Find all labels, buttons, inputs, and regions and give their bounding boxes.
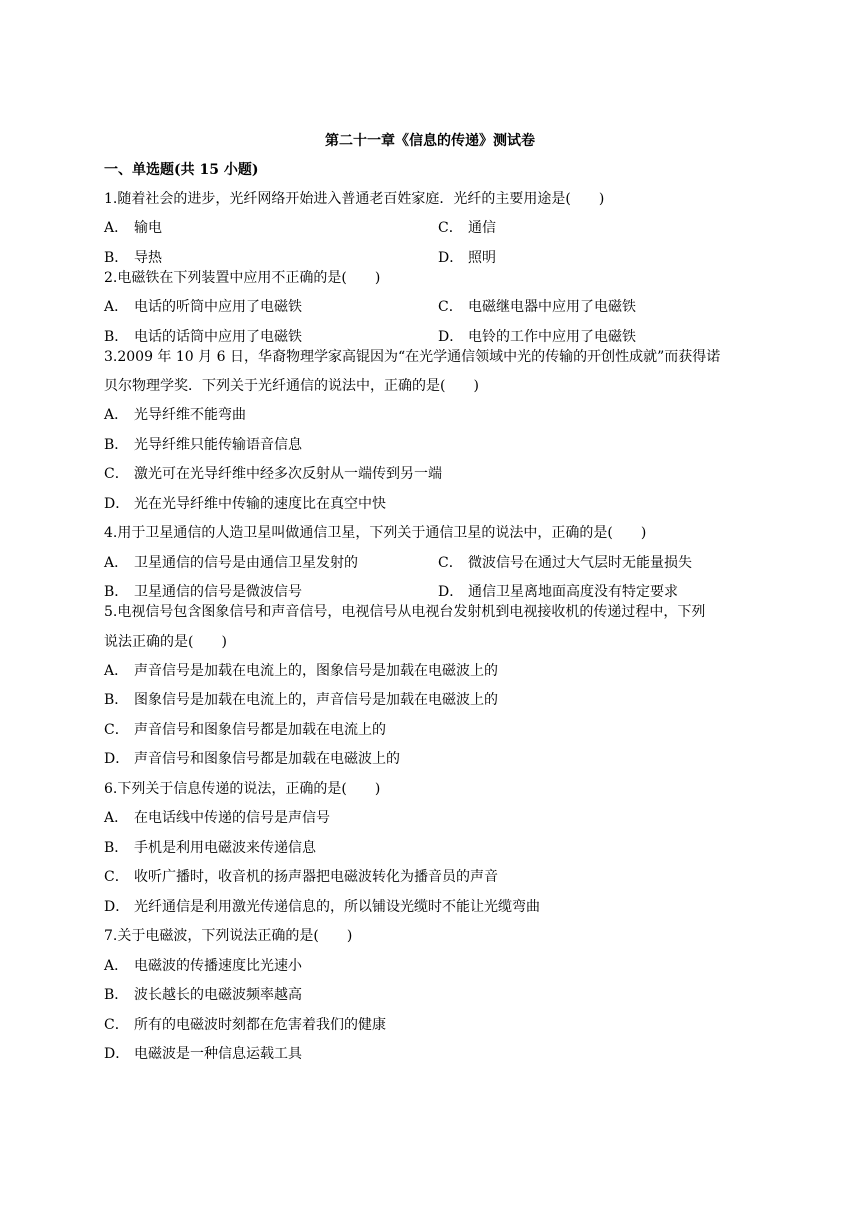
option-text: 手机是利用电磁波来传递信息: [134, 840, 316, 856]
option-text: 声音信号和图象信号都是加载在电磁波上的: [134, 751, 400, 767]
option-text: 微波信号在通过大气层时无能量损失: [468, 555, 692, 571]
option-letter: B．: [104, 250, 129, 266]
option-letter: D．: [104, 751, 130, 767]
question-5-option-b: [104, 690, 498, 710]
question-7-stem: 7.关于电磁波，下列说法正确的是( ): [104, 928, 353, 944]
option-text: 声音信号和图象信号都是加载在电流上的: [134, 722, 386, 738]
question-2-option-c: [438, 297, 636, 317]
option-letter: D．: [438, 584, 464, 600]
option-letter: A．: [104, 958, 129, 974]
option-text: 卫星通信的信号是微波信号: [134, 584, 302, 600]
option-letter: B．: [104, 692, 129, 708]
question-1-option-b: [104, 248, 162, 268]
option-letter: A．: [104, 407, 129, 423]
question-1-option-a: [104, 218, 162, 238]
option-letter: C．: [104, 1017, 129, 1033]
question-3-option-d: [104, 494, 386, 514]
option-letter: C．: [438, 555, 463, 571]
option-text: 声音信号是加载在电流上的，图象信号是加载在电磁波上的: [134, 663, 498, 679]
question-2-stem: 2.电磁铁在下列装置中应用不正确的是( ): [104, 270, 381, 286]
option-letter: D．: [438, 250, 464, 266]
option-text: 激光可在光导纤维中经多次反射从一端传到另一端: [134, 466, 442, 482]
option-letter: A．: [104, 299, 129, 315]
section-heading: 一、单选题(共 15 小题): [104, 162, 259, 178]
question-3-option-c: [104, 464, 442, 484]
question-4-option-c: [438, 553, 692, 573]
question-7-option-a: [104, 956, 302, 976]
question-2-option-d: [438, 327, 636, 347]
page-title: 第二十一章《信息的传递》测试卷: [325, 133, 535, 149]
option-letter: A．: [104, 220, 129, 236]
option-letter: B．: [104, 987, 129, 1003]
option-text: 电磁波的传播速度比光速小: [134, 958, 302, 974]
question-6-option-d: [104, 897, 540, 917]
option-text: 电话的话筒中应用了电磁铁: [134, 329, 302, 345]
option-text: 收听广播时，收音机的扬声器把电磁波转化为播音员的声音: [134, 869, 498, 885]
question-5-stem-line-1: 5.电视信号包含图象信号和声音信号，电视信号从电视台发射机到电视接收机的传递过程中，下列: [104, 604, 706, 620]
option-text: 照明: [468, 250, 496, 266]
option-text: 光导纤维不能弯曲: [134, 407, 246, 423]
question-5-option-d: [104, 749, 400, 769]
option-text: 光导纤维只能传输语音信息: [134, 437, 302, 453]
question-7-option-d: [104, 1044, 302, 1064]
option-letter: C．: [104, 466, 129, 482]
question-3-stem-line-2: 贝尔物理学奖．下列关于光纤通信的说法中，正确的是( ): [104, 378, 479, 394]
question-1-option-c: [438, 218, 496, 238]
question-5-option-c: [104, 720, 386, 740]
question-6-option-a: [104, 808, 330, 828]
option-letter: A．: [104, 555, 129, 571]
option-letter: D．: [438, 329, 464, 345]
option-letter: D．: [104, 496, 130, 512]
question-2-option-b: [104, 327, 302, 347]
question-1-option-d: [438, 248, 496, 268]
question-7-option-c: [104, 1015, 386, 1035]
option-text: 波长越长的电磁波频率越高: [134, 987, 302, 1003]
option-letter: B．: [104, 840, 129, 856]
question-4-option-b: [104, 582, 302, 602]
question-6-option-c: [104, 867, 498, 887]
question-3-stem-line-1: 3.2009 年 10 月 6 日，华裔物理学家高锟因为“在光学通信领域中光的传输的开创性成就”而获得诺: [104, 349, 721, 365]
option-text: 导热: [134, 250, 162, 266]
option-letter: B．: [104, 584, 129, 600]
option-text: 光纤通信是利用激光传递信息的，所以铺设光缆时不能让光缆弯曲: [134, 899, 540, 915]
option-letter: A．: [104, 663, 129, 679]
question-6-option-b: [104, 838, 316, 858]
option-letter: C．: [438, 220, 463, 236]
option-letter: B．: [104, 329, 129, 345]
option-text: 所有的电磁波时刻都在危害着我们的健康: [134, 1017, 386, 1033]
option-text: 光在光导纤维中传输的速度比在真空中快: [134, 496, 386, 512]
option-text: 图象信号是加载在电流上的，声音信号是加载在电磁波上的: [134, 692, 498, 708]
question-6-stem: 6.下列关于信息传递的说法，正确的是( ): [104, 781, 381, 797]
option-text: 通信卫星离地面高度没有特定要求: [468, 584, 678, 600]
option-text: 在电话线中传递的信号是声信号: [134, 810, 330, 826]
option-text: 电话的听筒中应用了电磁铁: [134, 299, 302, 315]
question-4-stem: 4.用于卫星通信的人造卫星叫做通信卫星，下列关于通信卫星的说法中，正确的是( ): [104, 525, 647, 541]
question-2-option-a: [104, 297, 302, 317]
option-text: 输电: [134, 220, 162, 236]
option-letter: C．: [104, 722, 129, 738]
question-1-stem: 1.随着社会的进步，光纤网络开始进入普通老百姓家庭．光纤的主要用途是( ): [104, 191, 605, 207]
option-letter: D．: [104, 899, 130, 915]
option-letter: B．: [104, 437, 129, 453]
option-text: 卫星通信的信号是由通信卫星发射的: [134, 555, 358, 571]
question-3-option-a: [104, 405, 246, 425]
question-7-option-b: [104, 985, 302, 1005]
question-5-option-a: [104, 661, 498, 681]
question-3-option-b: [104, 435, 302, 455]
question-4-option-a: [104, 553, 358, 573]
option-text: 电磁波是一种信息运载工具: [134, 1046, 302, 1062]
option-letter: A．: [104, 810, 129, 826]
option-letter: C．: [104, 869, 129, 885]
question-5-stem-line-2: 说法正确的是( ): [104, 634, 227, 650]
option-text: 电磁继电器中应用了电磁铁: [468, 299, 636, 315]
option-text: 电铃的工作中应用了电磁铁: [468, 329, 636, 345]
option-text: 通信: [468, 220, 496, 236]
option-letter: D．: [104, 1046, 130, 1062]
option-letter: C．: [438, 299, 463, 315]
question-4-option-d: [438, 582, 678, 602]
